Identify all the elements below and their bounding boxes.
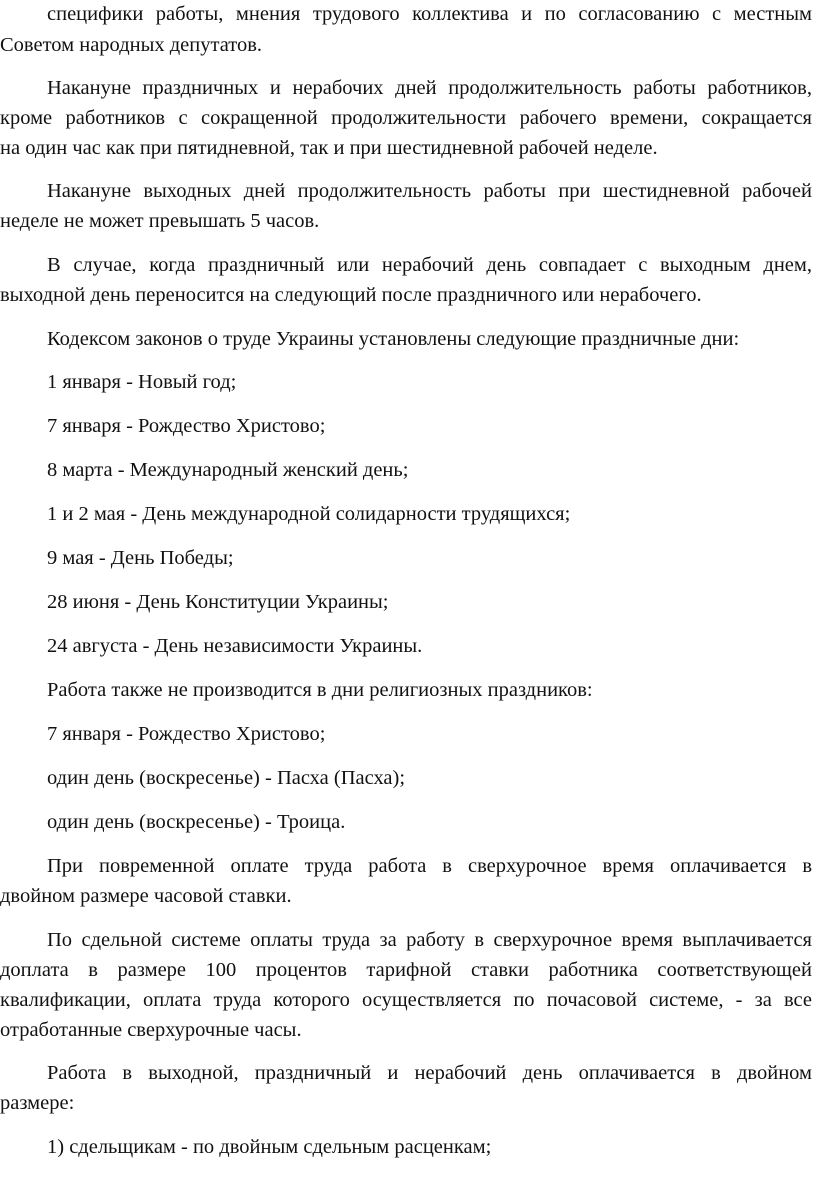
text-line: 24 августа - День независимости Украины. xyxy=(47,635,423,657)
text-line: доплата в размере 100 процентов тарифной ставки работника соответствующей xyxy=(0,959,812,981)
text-line: В случае, когда праздничный или нерабочий день совпадает с выходным днем, xyxy=(47,254,812,276)
text-line: Работа в выходной, праздничный и нерабочий день оплачивается в двойном xyxy=(47,1062,812,1084)
text-line: двойном размере часовой ставки. xyxy=(0,885,292,907)
text-line: квалификации, оплата труда которого осуществляется по почасовой системе, - за все xyxy=(0,989,812,1011)
text-line: 7 января - Рождество Христово; xyxy=(47,723,326,745)
text-line: По сдельной системе оплаты труда за работу в сверхурочное время выплачивается xyxy=(47,929,812,951)
text-line: 1 и 2 мая - День международной солидарности трудящихся; xyxy=(47,503,571,525)
text-line: 9 мая - День Победы; xyxy=(47,547,234,569)
text-line: специфики работы, мнения трудового коллектива и по согласованию с местным xyxy=(47,3,812,25)
text-line: один день (воскресенье) - Пасха (Пасха); xyxy=(47,767,406,789)
text-line: 8 марта - Международный женский день; xyxy=(47,459,409,481)
text-line: на один час как при пятидневной, так и при шестидневной рабочей неделе. xyxy=(0,137,658,159)
text-line: размере: xyxy=(0,1092,75,1114)
text-line: 1) сдельщикам - по двойным сдельным расценкам; xyxy=(47,1136,492,1158)
text-line: Кодексом законов о труде Украины установлены следующие праздничные дни: xyxy=(47,328,740,350)
text-line: Накануне праздничных и нерабочих дней продолжительность работы работников, xyxy=(47,77,812,99)
text-line: 28 июня - День Конституции Украины; xyxy=(47,591,389,613)
text-line: 1 января - Новый год; xyxy=(47,371,237,393)
text-line: Работа также не производится в дни религиозных праздников: xyxy=(47,679,593,701)
text-line: выходной день переносится на следующий после праздничного или нерабочего. xyxy=(0,284,702,306)
text-line: 7 января - Рождество Христово; xyxy=(47,415,326,437)
text-line: один день (воскресенье) - Троица. xyxy=(47,811,346,833)
text-line: При повременной оплате труда работа в сверхурочное время оплачивается в xyxy=(47,855,812,877)
text-line: отработанные сверхурочные часы. xyxy=(0,1019,302,1041)
text-line: неделе не может превышать 5 часов. xyxy=(0,210,320,232)
text-line: Накануне выходных дней продолжительность работы при шестидневной рабочей xyxy=(47,180,812,202)
text-line: кроме работников с сокращенной продолжительности рабочего времени, сокращается xyxy=(0,107,812,129)
text-line: Советом народных депутатов. xyxy=(0,34,263,56)
